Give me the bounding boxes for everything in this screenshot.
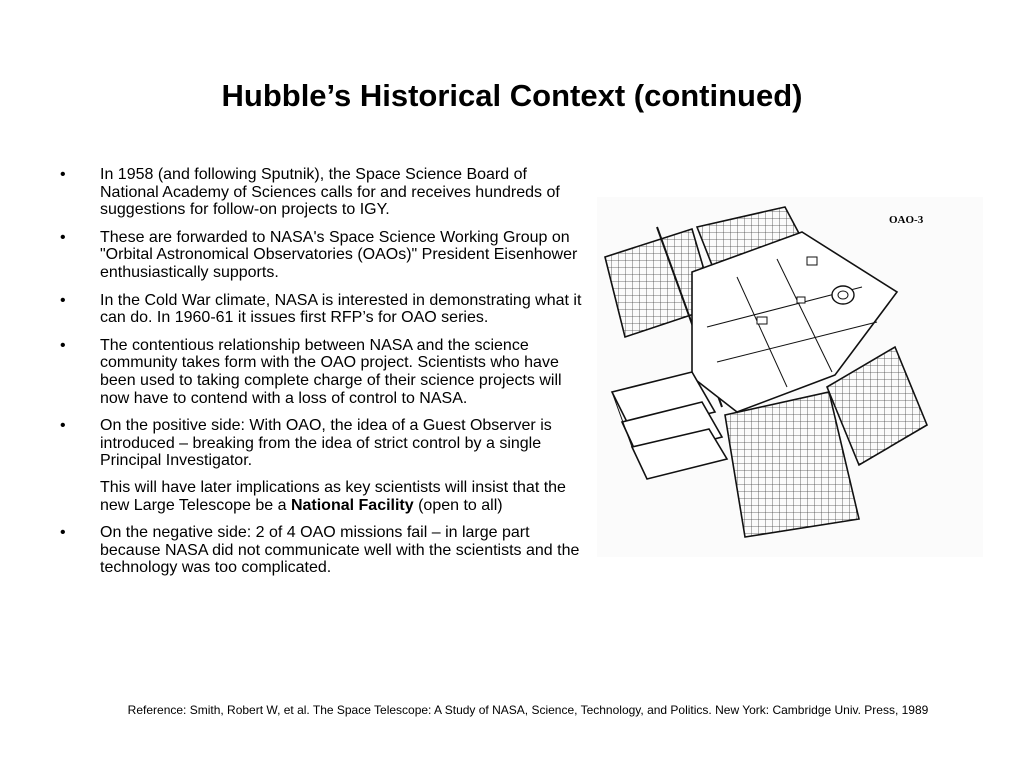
bullet-dot: • [60, 166, 66, 183]
bullet-item-3 [60, 292, 588, 327]
sub-paragraph-text: This will have later implications as key scientists will insist that the new Large Telescope be a [100, 478, 566, 514]
bullet-item-1 [60, 166, 588, 219]
reference-citation: Reference: Smith, Robert W, et al. The Space Telescope: A Study of NASA, Science, Technology, and Politics. New York: Cambridge Univ. Press, 1989 [127, 703, 929, 717]
bullet-dot: • [60, 336, 66, 354]
bullet-dot: • [60, 291, 66, 309]
national-facility-emphasis: National Facility [290, 496, 414, 514]
satellite-drawing [597, 197, 983, 557]
bullet-dot: • [60, 417, 66, 435]
bullet-list [60, 166, 588, 587]
bullet-item-5 [60, 417, 588, 470]
bullet-text: The contentious relationship between NASA and the science community takes form with the OAO project. Scientists who have been used to taking complete charge of their science projects will now have to contend with a loss of control to NASA. [100, 336, 562, 407]
sub-paragraph [60, 479, 588, 514]
bullet-dot: • [60, 228, 66, 246]
bullet-text: These are forwarded to NASA's Space Science Working Group on "Orbital Astronomical Observatories (OAOs)" President Eisenhower enthusiastically supports. [100, 228, 578, 281]
bullet-text: In 1958 (and following Sputnik), the Space Science Board of National Academy of Sciences calls for and receives hundreds of suggestions for follow-on projects to IGY. [100, 166, 560, 219]
figure-label: OAO-3 [889, 214, 924, 226]
bullet-text: On the positive side: With OAO, the idea of a Guest Observer is introduced – breaking from the idea of strict control by a single Principal Investigator. [100, 417, 552, 470]
oao-3-illustration [597, 197, 983, 557]
bullet-dot: • [60, 524, 66, 542]
bullet-item-6 [60, 524, 588, 577]
sub-paragraph-tail: (open to all) [413, 496, 503, 514]
bullet-item-2 [60, 229, 588, 282]
slide-title: Hubble’s Historical Context (continued) [221, 78, 803, 113]
bullet-text: In the Cold War climate, NASA is interested in demonstrating what it can do. In 1960-61 it issues first RFP’s for OAO series. [100, 291, 582, 327]
bullet-text: On the negative side: 2 of 4 OAO missions fail – in large part because NASA did not communicate well with the scientists and the technology was too complicated. [100, 524, 580, 577]
bullet-item-4 [60, 337, 588, 407]
